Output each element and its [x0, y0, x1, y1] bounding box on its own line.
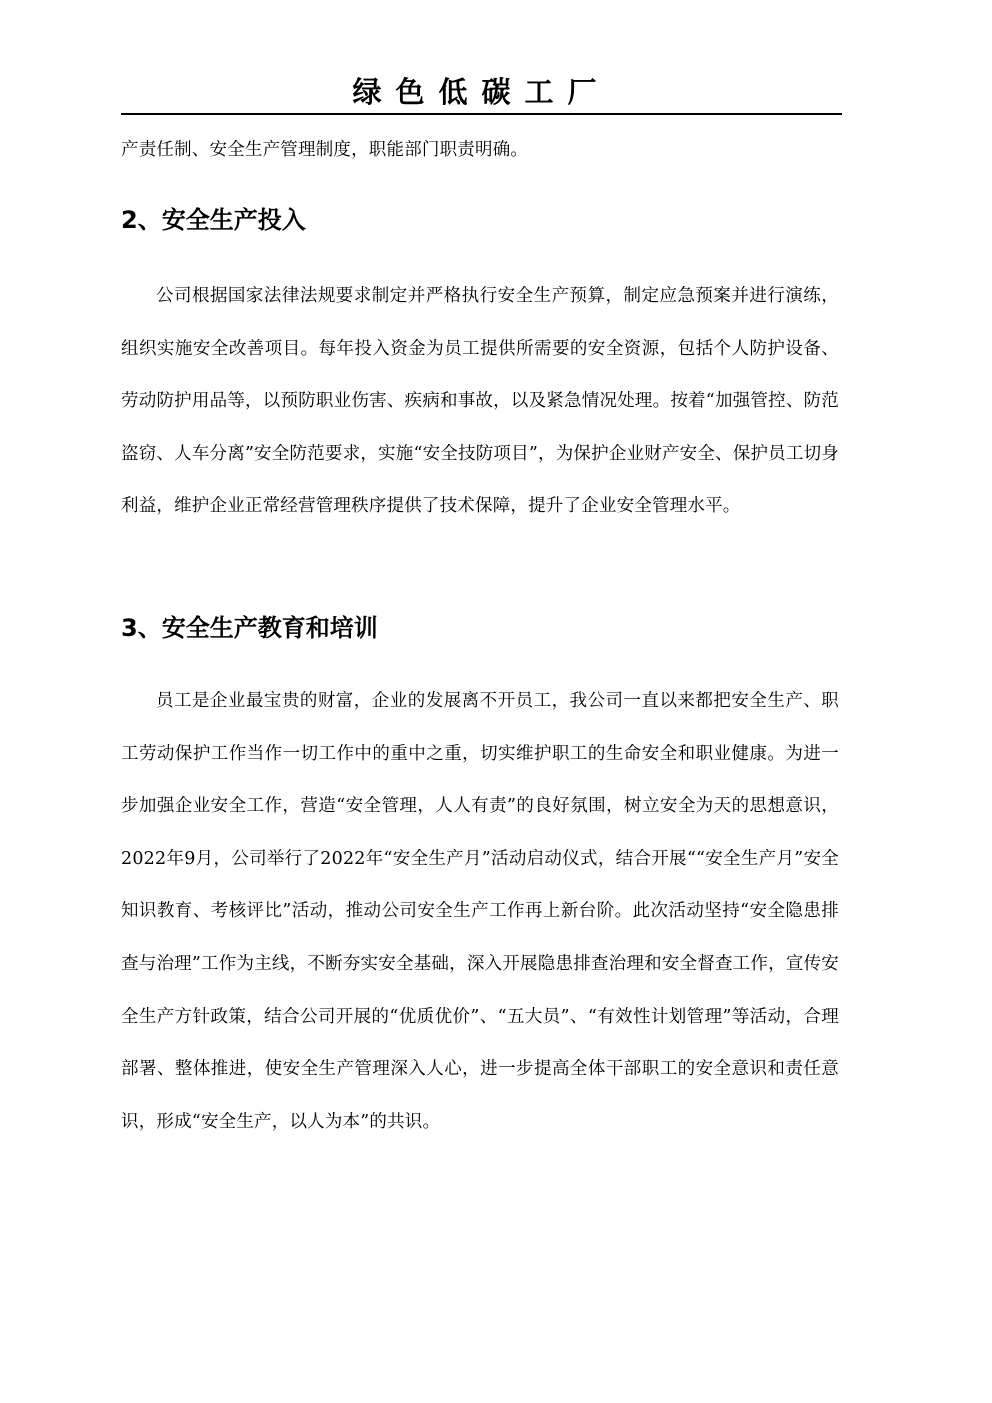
section-3-paragraph: 员工是企业最宝贵的财富，企业的发展离不开员工，我公司一直以来都把安全生产、职工劳动保护工作当作一切工作中的重中之重，切实维护职工的生命安全和职业健康。为进一步加强企业安全工作，营造“安全管理，人人有责”的良好氛围，树立安全为天的思想意识，2022年9月，公司举行了2022年“安全生产月”活动启动仪式，结合开展““安全生产月”安全知识教育、考核评比”活动，推动公司安全生产工作再上新台阶。此次活动坚持“安全隐患排查与治理”工作为主线，不断夯实安全基础，深入开展隐患排查治理和安全督查工作，宣传安全生产方针政策，结合公司开展的“优质优价”、“五大员”、“有效性计划管理”等活动，合理部署、整体推进，使安全生产管理深入人心，进一步提高全体干部职工的安全意识和责任意识，形成“安全生产，以人为本”的共识。 — [121, 691, 839, 1132]
section-heading-3: 3、安全生产教育和培训 — [121, 614, 378, 642]
section-2-body — [121, 270, 839, 533]
page-header-title: 绿色低碳工厂 — [352, 75, 611, 109]
section-2-paragraph: 公司根据国家法律法规要求制定并严格执行安全生产预算，制定应急预案并进行演练，组织实施安全改善项目。每年投入资金为员工提供所需要的安全资源，包括个人防护设备、劳动防护用品等，以预防职业伤害、疾病和事故，以及紧急情况处理。按着“加强管控、防范盗窃、人车分离”安全防范要求，实施“安全技防项目”，为保护企业财产安全、保护员工切身利益，维护企业正常经营管理秩序提供了技术保障，提升了企业安全管理水平。 — [121, 286, 839, 517]
section-heading-2: 2、安全生产投入 — [121, 206, 306, 234]
section-3-body — [121, 675, 839, 1148]
continuation-paragraph — [121, 124, 839, 177]
continuation-text: 产责任制、安全生产管理制度，职能部门职责明确。 — [121, 140, 529, 160]
header-divider — [121, 113, 842, 115]
